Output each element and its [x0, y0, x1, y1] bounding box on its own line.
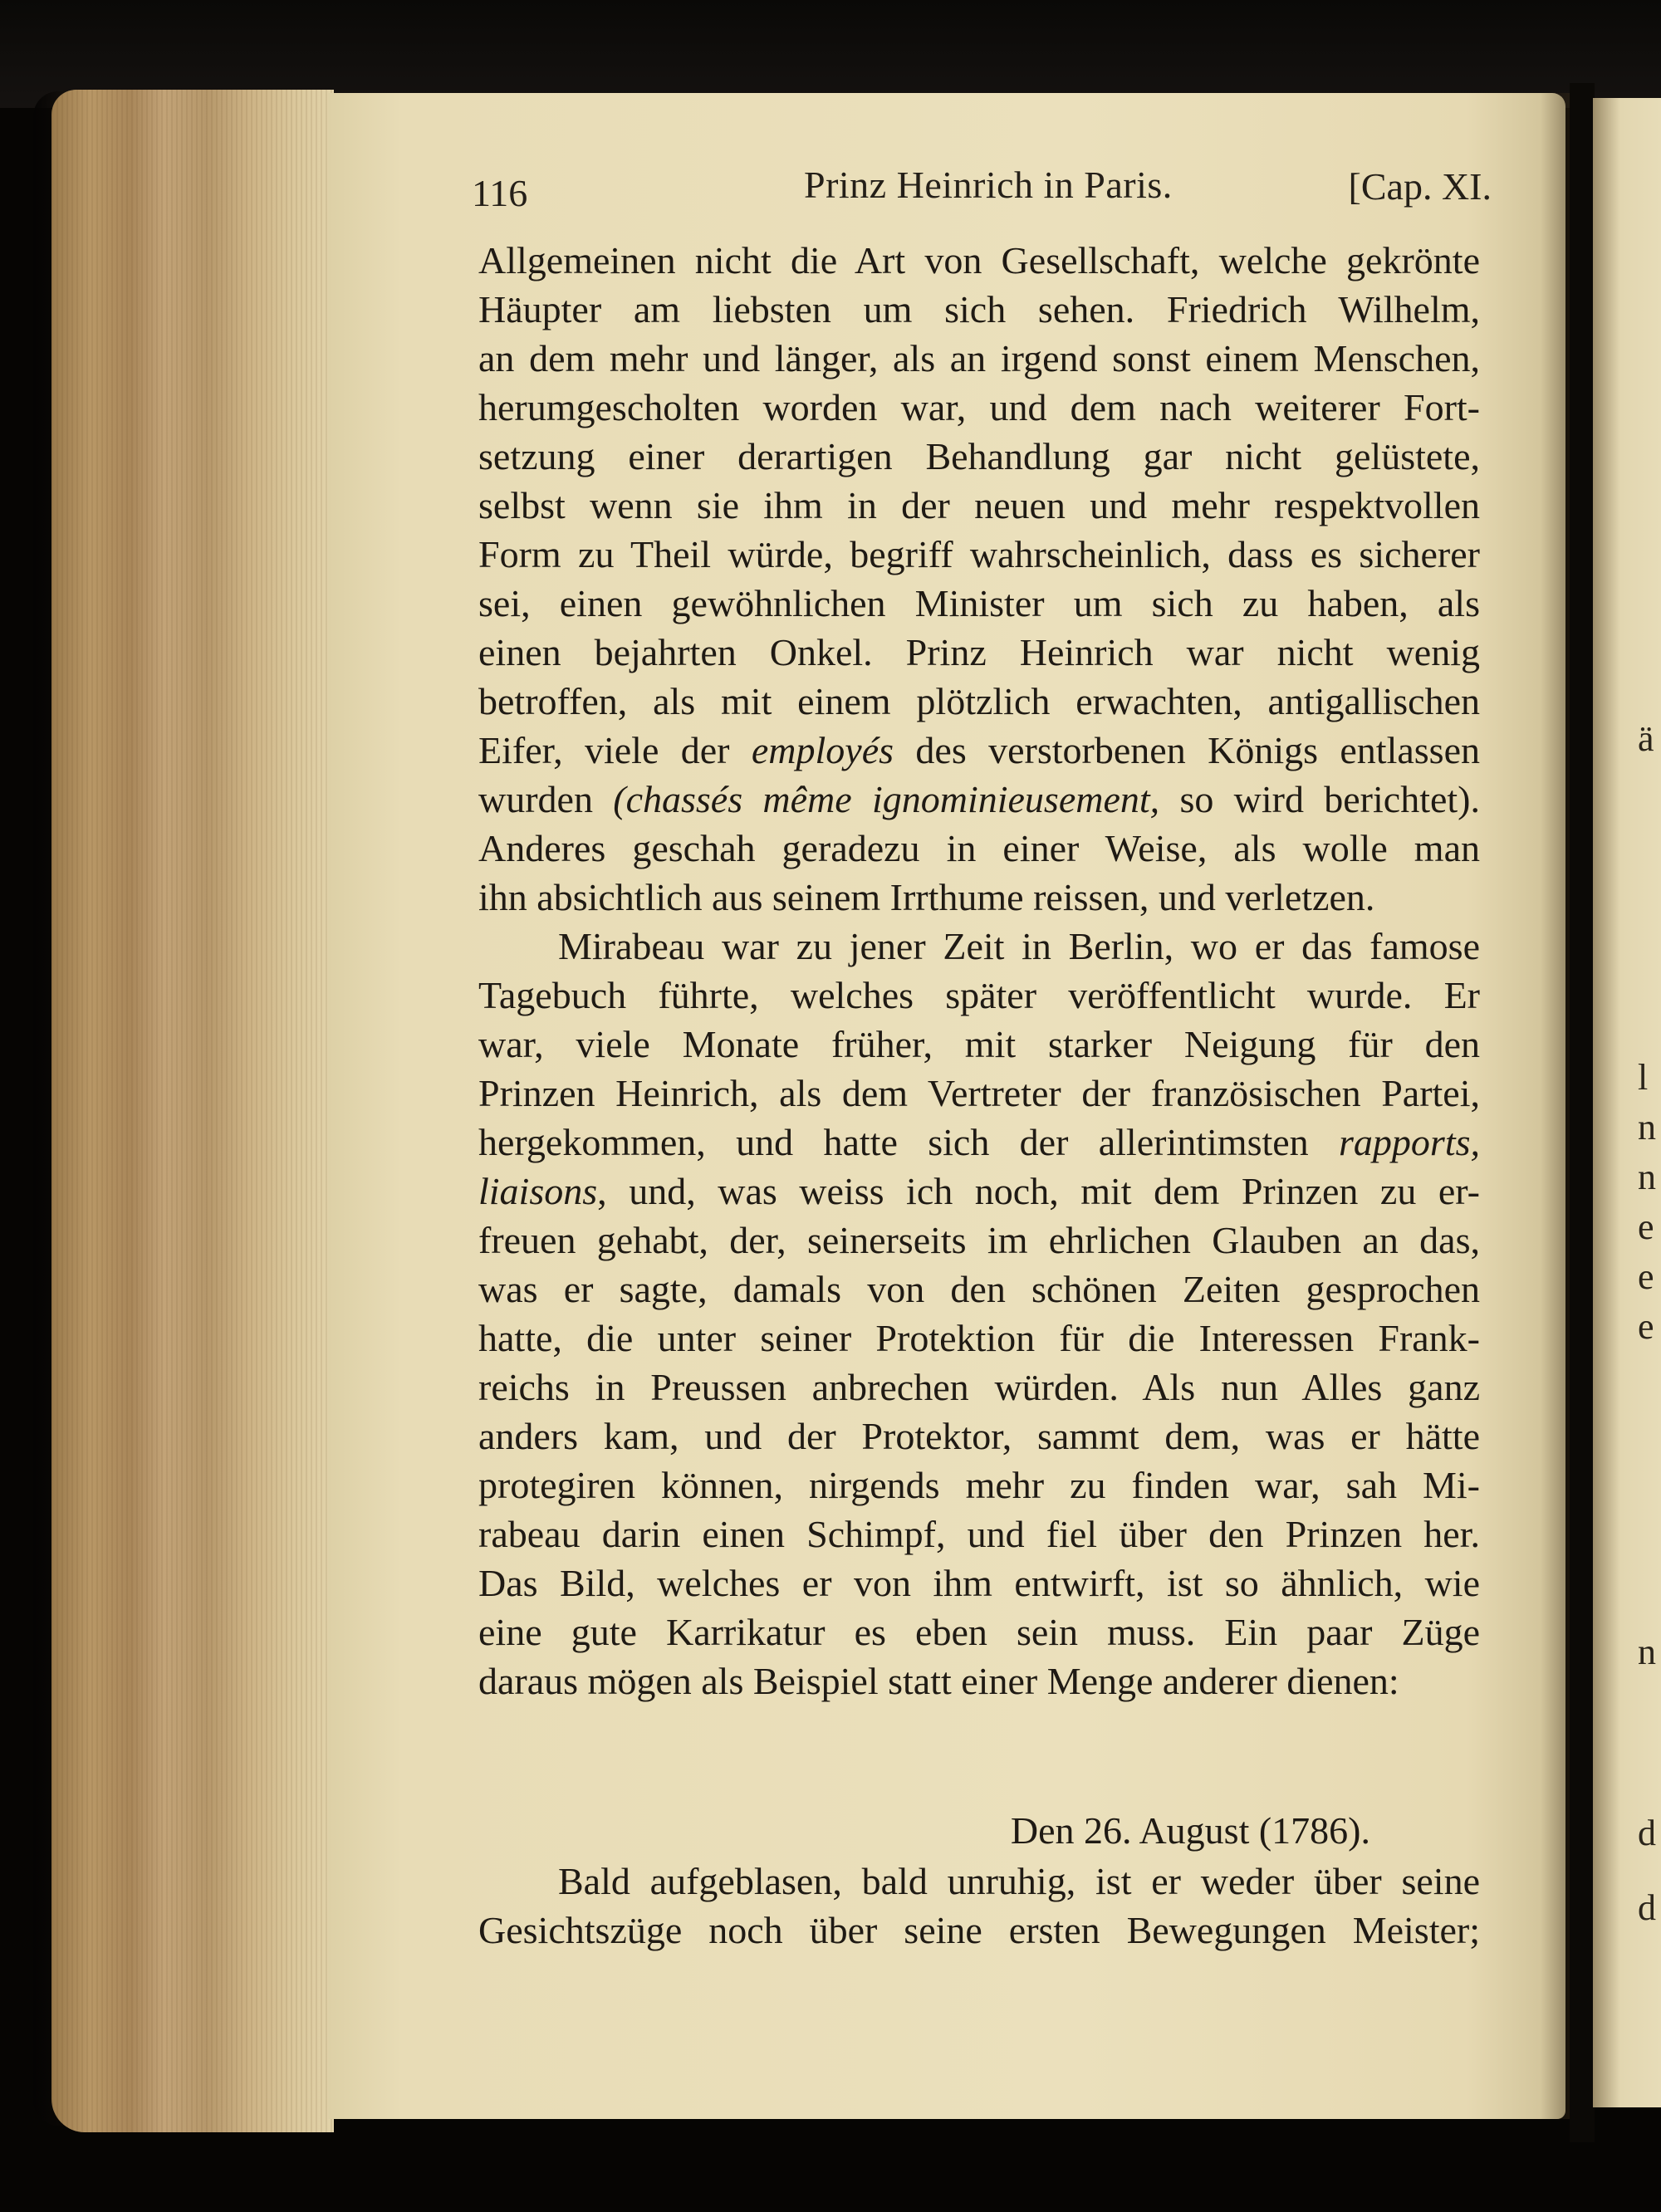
text-line: ihn absichtlich aus seinem Irrthume reissen, und verletzen. — [478, 876, 1375, 918]
text-line: einen bejahrten Onkel. Prinz Heinrich war nicht wenig — [478, 631, 1480, 673]
text-run: Eifer, viele der — [478, 729, 752, 771]
text-line: hatte, die unter seiner Protektion für die Interessen Frank- — [478, 1317, 1480, 1359]
text-line: anders kam, und der Protektor, sammt dem, was er hätte — [478, 1415, 1480, 1457]
facing-page-fragment: l — [1638, 1060, 1649, 1096]
text-line: freuen gehabt, der, seinerseits im ehrlichen Glauben an das, — [478, 1219, 1480, 1261]
book-gutter — [1570, 83, 1595, 2142]
chapter-label: [Cap. XI. — [1348, 165, 1492, 208]
text-line: sei, einen gewöhnlichen Minister um sich zu haben, als — [478, 582, 1480, 624]
quote-line: Gesichtszüge noch über seine ersten Bewegungen Meister; — [478, 1909, 1480, 1951]
italic-term: (chassés même ignominieusement, — [613, 778, 1160, 820]
text-run: des verstorbenen Königs entlassen — [894, 729, 1480, 771]
text-line: Allgemeinen nicht die Art von Gesellschaft, welche gekrönte — [478, 239, 1480, 281]
facing-page-fragment: ä — [1638, 721, 1654, 757]
italic-term: rapports, — [1339, 1121, 1480, 1163]
text-line — [478, 1118, 1480, 1167]
text-line: Anderes geschah geradezu in einer Weise, als wolle man — [478, 827, 1480, 869]
facing-page-fragment: e — [1638, 1309, 1654, 1345]
text-line: Mirabeau war zu jener Zeit in Berlin, wo er das famose — [558, 925, 1480, 967]
text-line: Das Bild, welches er von ihm entwirft, ist so ähnlich, wie — [478, 1562, 1480, 1604]
facing-page-fragment: d — [1638, 1815, 1656, 1852]
text-line — [478, 726, 1480, 775]
facing-page — [1593, 98, 1661, 2107]
facing-page-fragment: e — [1638, 1259, 1654, 1295]
page-edges — [51, 90, 334, 2132]
facing-page-fragment: e — [1638, 1209, 1654, 1245]
text-line: Häupter am liebsten um sich sehen. Friedrich Wilhelm, — [478, 288, 1480, 330]
facing-page-fragment: n — [1638, 1634, 1656, 1671]
text-line: Tagebuch führte, welches später veröffentlicht wurde. Er — [478, 974, 1480, 1016]
text-line: setzung einer derartigen Behandlung gar nicht gelüstete, — [478, 435, 1480, 477]
italic-term: employés — [751, 729, 894, 771]
text-line: eine gute Karrikatur es eben sein muss. Ein paar Züge — [478, 1611, 1480, 1653]
italic-term: liaisons — [478, 1170, 598, 1212]
quote-line: Bald aufgeblasen, bald unruhig, ist er weder über seine — [558, 1860, 1480, 1902]
text-line: daraus mögen als Beispiel statt einer Menge anderer dienen: — [478, 1660, 1399, 1702]
quote-date: Den 26. August (1786). — [1010, 1809, 1370, 1852]
text-line: an dem mehr und länger, als an irgend sonst einem Menschen, — [478, 337, 1480, 379]
text-run: hergekommen, und hatte sich der allerintimsten — [478, 1121, 1340, 1163]
section-gap — [478, 1705, 1480, 1805]
text-line: reichs in Preussen anbrechen würden. Als nun Alles ganz — [478, 1366, 1480, 1408]
text-line: war, viele Monate früher, mit starker Neigung für den — [478, 1023, 1480, 1065]
text-line: Form zu Theil würde, begriff wahrscheinlich, dass es sicherer — [478, 533, 1480, 575]
running-head — [472, 163, 1492, 213]
text-run: , und, was weiss ich noch, mit dem Prinzen zu er- — [597, 1170, 1480, 1212]
facing-page-fragment: n — [1638, 1109, 1656, 1146]
text-line: betroffen, als mit einem plötzlich erwachten, antigallischen — [478, 680, 1480, 722]
running-title: Prinz Heinrich in Paris. — [804, 164, 1173, 206]
body-text — [478, 236, 1480, 1955]
text-line: protegiren können, nirgends mehr zu finden war, sah Mi- — [478, 1464, 1480, 1506]
text-line: was er sagte, damals von den schönen Zeiten gesprochen — [478, 1268, 1480, 1310]
text-line: rabeau darin einen Schimpf, und fiel über den Prinzen her. — [478, 1513, 1480, 1555]
text-line: Prinzen Heinrich, als dem Vertreter der französischen Partei, — [478, 1072, 1480, 1114]
facing-page-fragment: n — [1638, 1159, 1656, 1196]
text-line — [478, 1167, 1480, 1216]
facing-page-fragment: d — [1638, 1890, 1656, 1926]
text-line: herumgescholten worden war, und dem nach weiterer Fort- — [478, 386, 1480, 428]
text-line: selbst wenn sie ihm in der neuen und mehr respektvollen — [478, 484, 1480, 526]
text-line — [478, 775, 1480, 824]
text-run: wurden — [478, 778, 614, 820]
page-number: 116 — [472, 172, 528, 214]
text-run: so wird berichtet). — [1159, 778, 1480, 820]
